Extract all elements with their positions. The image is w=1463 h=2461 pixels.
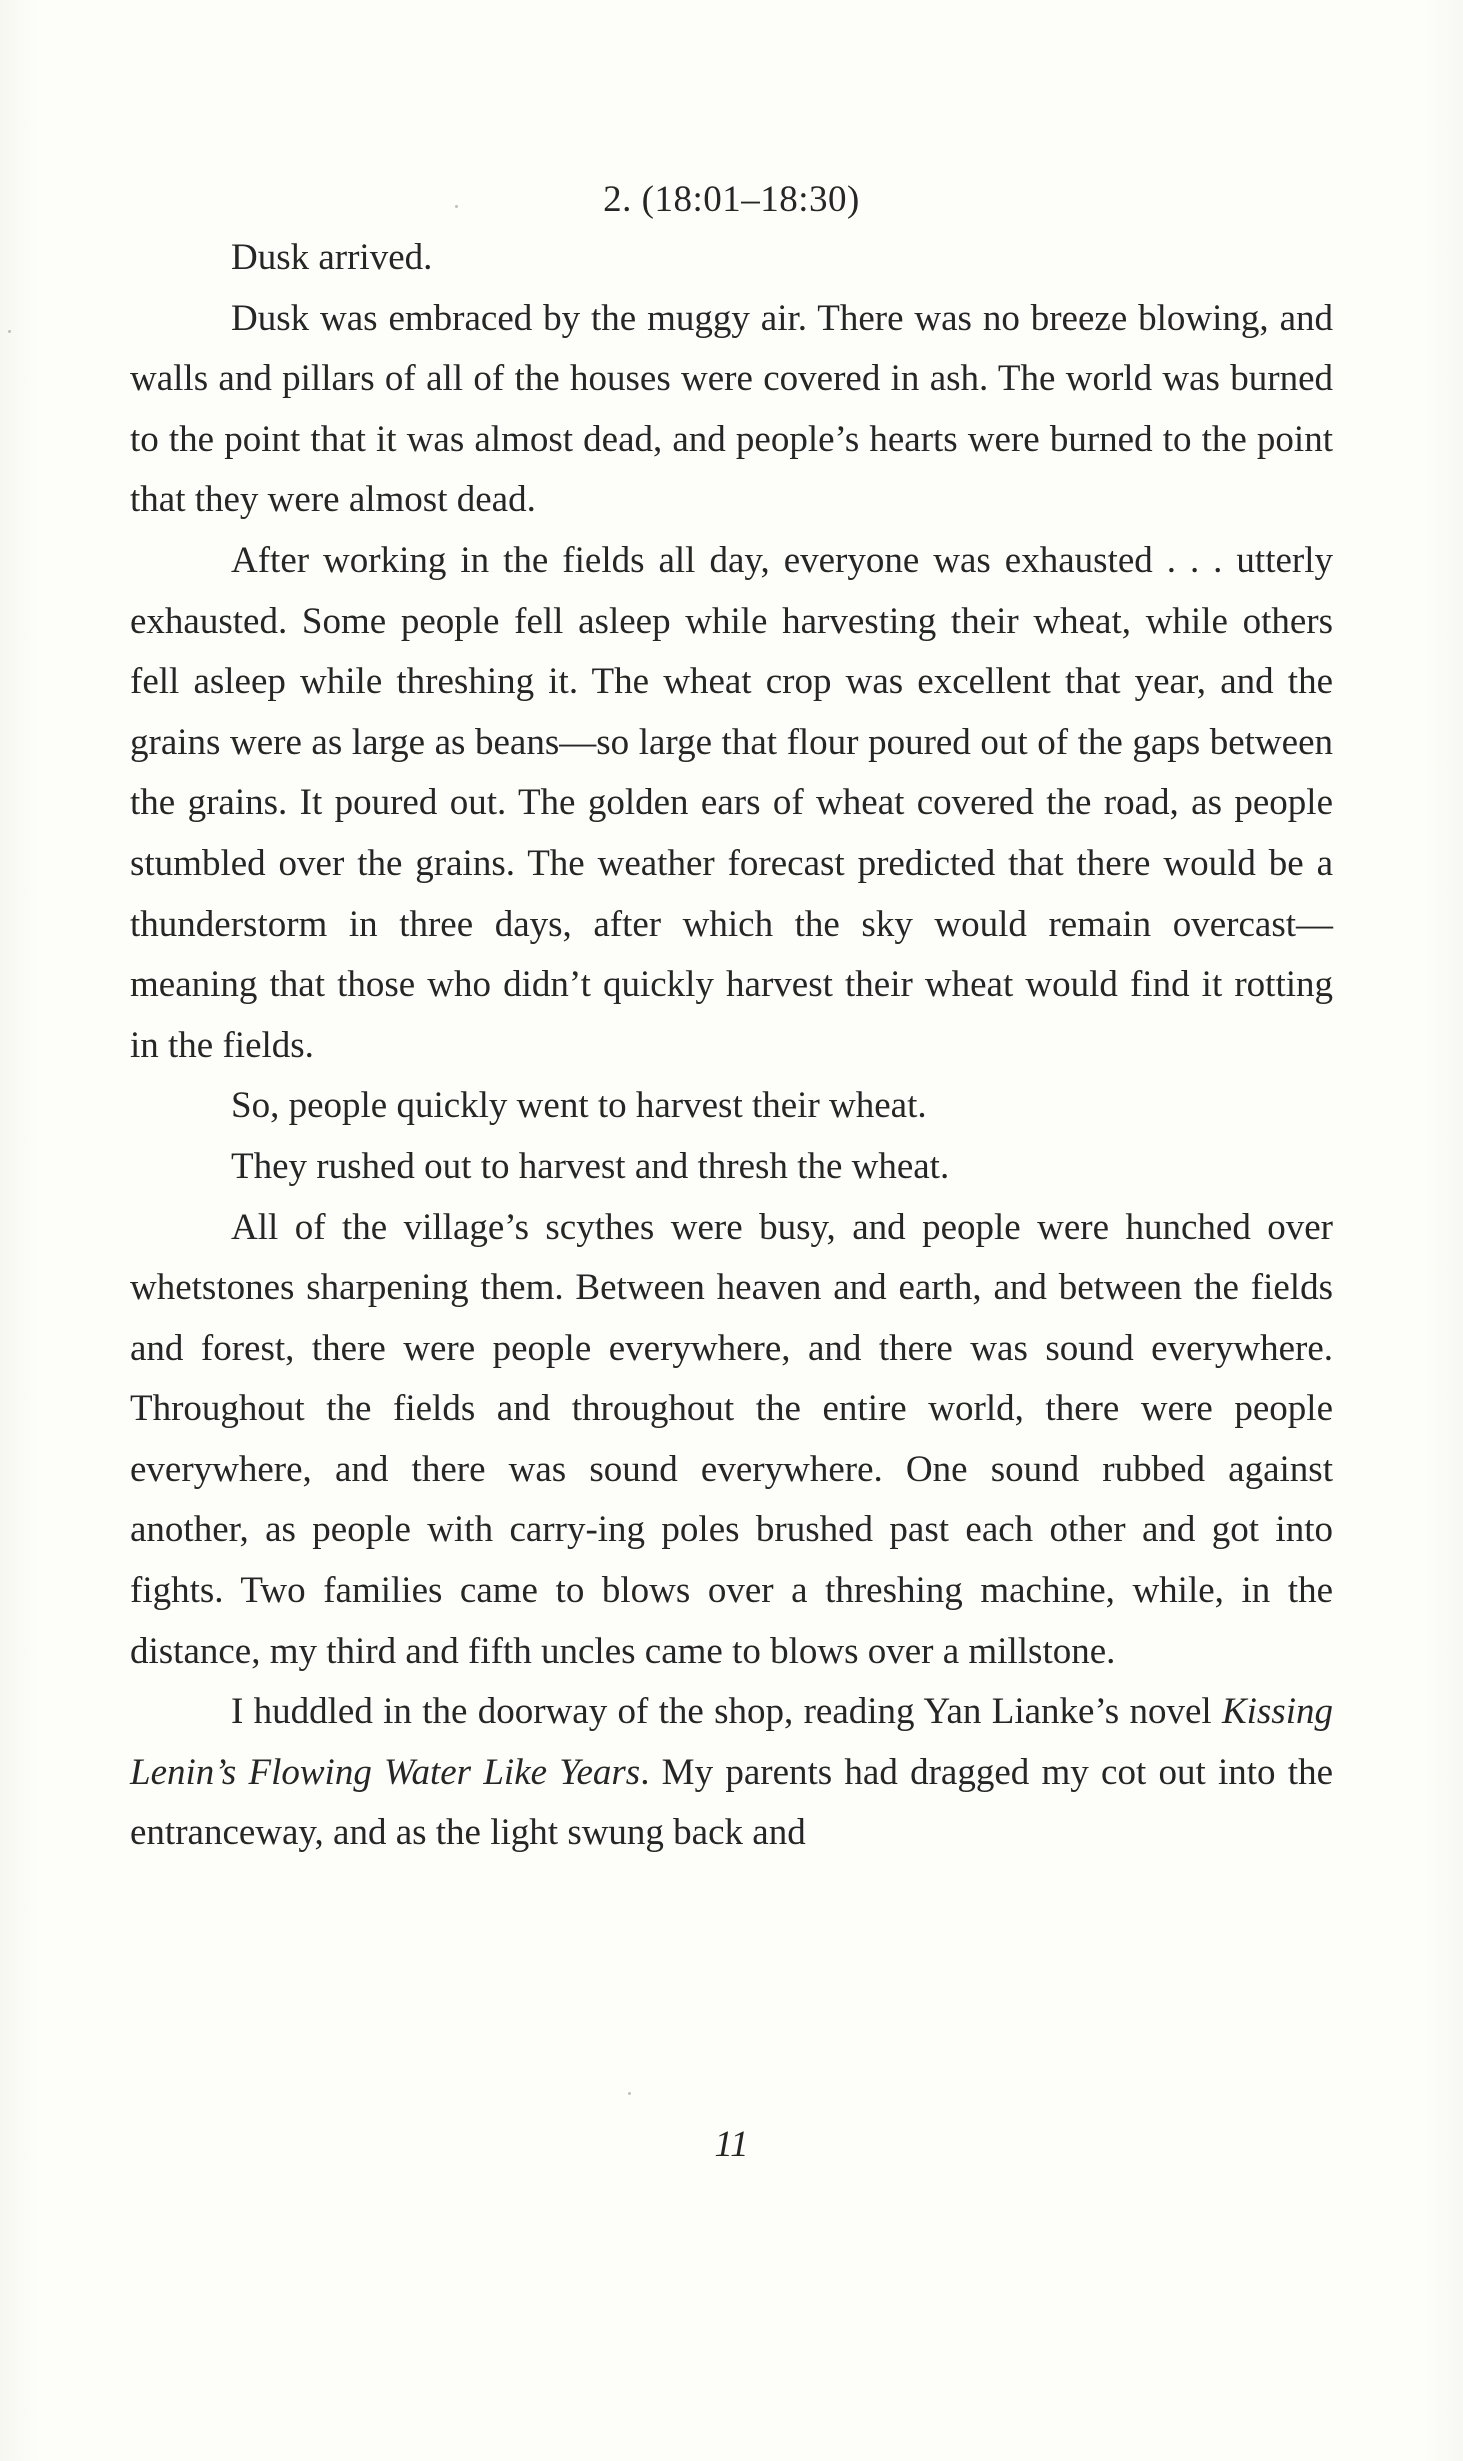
paragraph-muggy-air: Dusk was embraced by the muggy air. There was no breeze blowing, and walls and pillars of all of the houses were covered in ash. The world was burned to the point that it was almost dead, and people’s hearts were burned to the point that they were almost dead. bbox=[130, 297, 1333, 521]
paragraph-harvest-quickly: So, people quickly went to harvest their wheat. bbox=[231, 1085, 927, 1127]
book-title: Kissing Lenin’s Flowing Water Like Years bbox=[130, 1691, 1333, 1793]
paragraph-rushed-out: They rushed out to harvest and thresh the wheat. bbox=[231, 1145, 950, 1187]
paragraph-exhausted: After working in the fields all day, everyone was exhausted . . . utterly exhausted. Some people fell asleep while harvesting their wheat, while others fell asleep while threshing it. The wheat crop was excellent that year, and the grains were as large as beans—so large that flour poured out of the gaps between the grains. It poured out. The golden ears of wheat covered the road, as people stumbled over the grains. The weather forecast predicted that there would be a thunderstorm in three days, after which the sky would remain overcast—meaning that those who didn’t quickly harvest their wheat would find it rotting in the fields. bbox=[130, 539, 1333, 1066]
section-heading: 2. (18:01–18:30) bbox=[603, 179, 860, 220]
paragraph-scythes: All of the village’s scythes were busy, and people were hunched over whetstones sharpening them. Between heaven and earth, and between the fields and forest, there were people everywhere, and there was sound everywhere. Throughout the fields and throughout the entire world, there were people everywhere, and there was sound everywhere. One sound rubbed against another, as people with carry-ing poles brushed past each other and got into fights. Two families came to blows over a threshing machine, while, in the distance, my third and fifth uncles came to blows over a millstone. bbox=[130, 1206, 1333, 1672]
paper-speck bbox=[628, 2092, 631, 2095]
body-text bbox=[130, 228, 1333, 1864]
page-number: 11 bbox=[714, 2124, 749, 2165]
paper-speck bbox=[455, 205, 458, 208]
paragraph-dusk-arrived: Dusk arrived. bbox=[231, 237, 433, 278]
paragraph-huddled bbox=[130, 1682, 1333, 1864]
huddled-text-end: . My parents had dragged my cot out into the entranceway, and as the light swung back and bbox=[130, 1751, 1333, 1854]
paper-speck bbox=[8, 330, 11, 333]
huddled-text-start: I huddled in the doorway of the shop, reading Yan Lianke’s novel bbox=[231, 1691, 1222, 1733]
